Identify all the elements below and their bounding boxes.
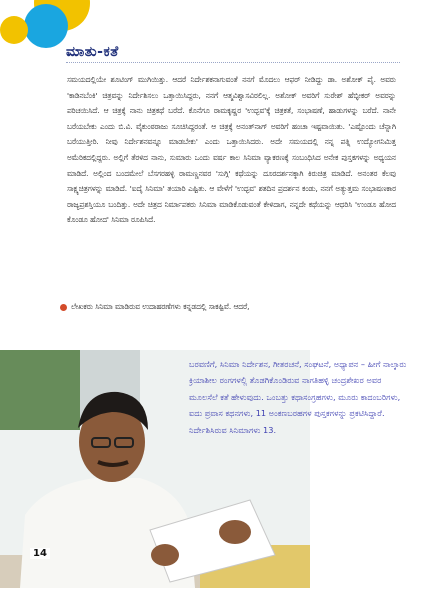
title-divider — [66, 62, 400, 63]
author-caption: ಬರವಣಿಗೆ, ಸಿನಿಮಾ ನಿರ್ದೇಶನ, ಗೀತರಚನೆ, ಸಂಘಟನೆ, ಅಧ್ಯಾಪನ – ಹೀಗೆ ನಾಲ್ಕಾರು ಕ್ರಿಯಾಶೀಲ ರಂಗಗಳಲ್ಲಿ ತೊಡಗಿಕೊಂಡಿರುವ ನಾಗತಿಹಳ್ಳಿ ಚಂದ್ರಶೇಖರ ಅವರ ಮೂಲಸೆಲೆ ಕತೆ ಹೇಳುವುದು. ಒಂಬತ್ತು ಕಥಾಸಂಗ್ರಹಗಳು, ಮೂರು ಕಾದಂಬರಿಗಳು, ಐದು ಪ್ರವಾಸ ಕಥನಗಳು, 11 ಅಂಕಣಬರಹಗಳ ಪುಸ್ತಕಗಳನ್ನು ಪ್ರಕಟಿಸಿದ್ದಾರೆ. ನಿರ್ದೇಶಿಸಿರುವ ಸಿನಿಮಾಗಳು 13. — [189, 359, 407, 435]
yellow-circle-small — [0, 16, 28, 44]
bullet-dot-icon — [60, 304, 67, 311]
bullet-text: ಲೇಖಕರು ಸಿನಿಮಾ ಮಾಡಿರುವ ಉದಾಹರಣೆಗಳು ಕನ್ನಡದಲ್ಲಿ ಸಾಕಷ್ಟಿವೆ. ಆದರೆ, — [71, 302, 250, 311]
bullet-paragraph — [60, 302, 396, 312]
article-body: ಸಮಯದಲ್ಲಿಯೇ ಶೂಟಿಂಗ್ ಮುಗಿಯಿತ್ತು. ಆದರೆ ನಿರ್ದೇಶಕನಾಗುವಂತೆ ನನಗೆ ಮೊದಲು ಆಫರ್ ನೀಡಿದ್ದು ಡಾ. ಅಶೋಕ್ ಪೈ. ಅವರು 'ಕಾಡಿನಬೆಂಕಿ' ಚಿತ್ರವನ್ನು ನಿರ್ದೇಶಿಸಲು ಒತ್ತಾಯಿಸಿದ್ದರು, ನನಗೆ ಆತ್ಮವಿಶ್ವಾಸವಿರಲಿಲ್ಲ. ಅಶೋಕ್ ಅವರಿಗೆ ಸುರೇಶ್ ಹೆಬ್ಳೀಕರ್ ಅವರನ್ನು ಪರಿಚಯಿಸಿದೆ. ಆ ಚಿತ್ರಕ್ಕೆ ನಾನು ಚಿತ್ರಕಥೆ ಬರೆದೆ. ಕೊನೆಗೂ ರಾಮಕೃಷ್ಣರ 'ಉದ್ಭವ'ಕ್ಕೆ ಚಿತ್ರಕತೆ, ಸಂಭಾಷಣೆ, ಹಾಡುಗಳನ್ನು ಬರೆದೆ. ನಾನೇ ಬರೆಯಬೇಕು ಎಂದು ಬಿ.ವಿ. ವೈಕುಂಠರಾಜು ಸೂಚಿಸಿದ್ದರಂತೆ. ಆ ಚಿತ್ರಕ್ಕೆ ಅನಂತ್‌ನಾಗ್ ಅವರಿಗೆ ಹಂಚಾ ಇಷ್ಟವಾಯಿತು. 'ಎಷ್ಟೊಂದು ಚೆನ್ನಾಗಿ ಬರೆಯುತ್ತೀರಿ. ನೀವು ನಿರ್ದೇಶನವನ್ನೂ ಮಾಡಬೇಕು' ಎಂದು ಒತ್ತಾಯಿಸಿದರು. ಅದೇ ಸಮಯದಲ್ಲಿ ನನ್ನ ಪತ್ನಿ ಉದ್ಯೋಗನಿಮಿತ್ತ ಅಮೆರಿಕದಲ್ಲಿದ್ದರು. ಅಲ್ಲಿಗೆ ತೆರಳಿದ ನಾನು, ಸುಮಾರು ಒಂದು ವರ್ಷ ಕಾಲ ಸಿನಿಮಾ ವ್ಯಾಕರಣಕ್ಕೆ ಸಂಬಂಧಿಸಿದ ಅನೇಕ ಪುಸ್ತಕಗಳನ್ನು ಅಧ್ಯಯನ ಮಾಡಿದೆ. ಅಲ್ಲಿಂದ ಬಂದಮೇಲೆ ಬೆಸಗರಹಳ್ಳಿ ರಾಮಣ್ಣನವರ 'ಸುಗ್ಗಿ' ಕಥೆಯನ್ನು ದೂರದರ್ಶನಕ್ಕಾಗಿ ಕಿರುಚಿತ್ರ ಮಾಡಿದೆ. ಅನಂತರ ಕೆಲವು ಸಾಕ್ಷ್ಯಚಿತ್ರಗಳನ್ನು ಮಾಡಿದೆ. 'ಐದೈ ಸಿನಿಮಾ' ತಯಾರಿ ಎಷ್ಟಿತು. ಆ ವೇಳೆಗೆ 'ಉದ್ಭವ' ಶತದಿನ ಪ್ರದರ್ಶನ ಕಂಡು, ನನಗೆ ಅತ್ಯುತ್ತಮ ಸಂಭಾಷಣಕಾರ ರಾಜ್ಯಪ್ರಶಸ್ತಿಯೂ ಬಂದಿತ್ತು. ಅದೇ ಚಿತ್ರದ ನಿರ್ಮಾಪಕರು ಸಿನಿಮಾ ಮಾಡಿಕೊಡುವಂತೆ ಕೇಳಿದಾಗ, ನನ್ನದೇ ಕಥೆಯನ್ನು ಆಧರಿಸಿ 'ಉಂಡೂ ಹೋದ ಕೊಂಡೂ ಹೋದ' ಸಿನಿಮಾ ರೂಪಿಸಿದೆ. — [67, 75, 396, 225]
blue-circle — [24, 4, 68, 48]
section-title: ಮಾತು-ಕತೆ — [66, 44, 119, 60]
page-number: 14 — [30, 548, 50, 559]
